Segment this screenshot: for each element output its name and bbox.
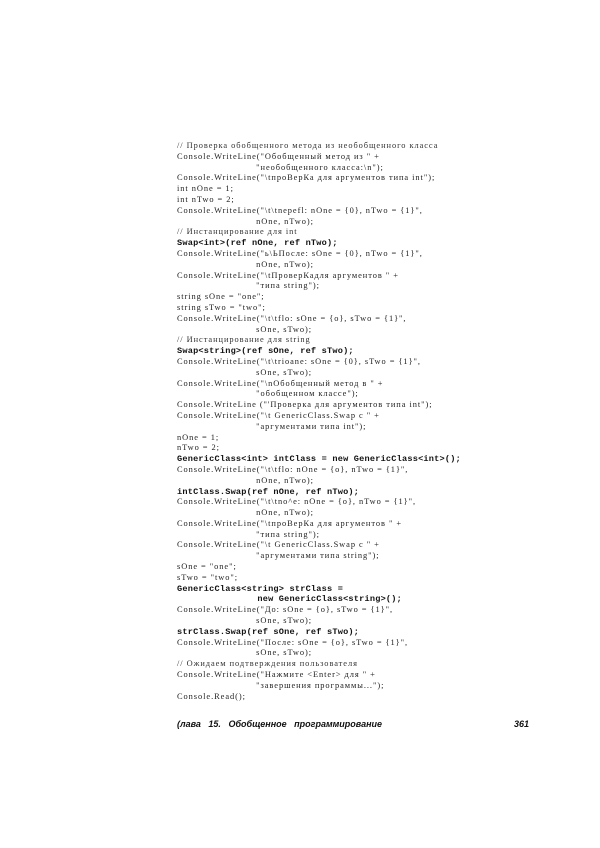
code-line: Console.WriteLine("\t\tflo: sOne = {o}, sTwo = {1}", (177, 313, 407, 323)
code-line: sOne, sTwo); (177, 367, 313, 377)
code-line: "завершения программы..."); (177, 680, 385, 690)
code-line: strClass.Swap(ref sOne, ref sTwo); (177, 626, 360, 637)
code-line: "обобщенном классе"); (177, 389, 359, 399)
code-line: sOne, sTwo); (177, 616, 313, 626)
code-line: sTwo = "two"; (177, 572, 239, 582)
code-line: nOne, nTwo); (177, 508, 314, 518)
code-line: nTwo = 2; (177, 443, 220, 453)
code-line: Console.WriteLine("\t\tflo: nOne = {o}, nTwo = {1}", (177, 464, 409, 474)
code-line: Console.WriteLine("\nОбобщенный метод в " + (177, 378, 384, 388)
code-comment-line: // Проверка обобщенного метода из необобщенного класса (177, 141, 439, 150)
page-number: 361 (513, 719, 529, 729)
page-footer (177, 719, 529, 733)
code-line: Console.WriteLine("\t GenericClass.Swap с " + (177, 410, 380, 420)
code-line: Console.WriteLine("\t\tnepefl: nOne = {0}, nTwo = {1}", (177, 205, 423, 215)
code-line: "аргументами типа string"); (177, 551, 380, 561)
code-line: Console.WriteLine("\tпроВерКа для аргументов " + (177, 518, 403, 528)
code-line: nOne, nTwo); (177, 259, 314, 269)
code-line: Console.WriteLine("\tПроверКадля аргументов " + (177, 270, 399, 280)
code-comment-line: // Ожидаем подтверждения пользователя (177, 659, 358, 669)
code-line: Console.WriteLine("Обобщенный метод из " + (177, 151, 380, 161)
chapter-title: (лава 15. Обобщенное программирование (177, 719, 383, 729)
code-line: Swap<string>(ref sOne, ref sTwo); (177, 346, 354, 357)
code-line: nOne = 1; (177, 432, 220, 442)
code-line: Console.WriteLine("\t\trioane: sOne = {0}, sTwo = {1}", (177, 356, 421, 366)
code-line: Console.WriteLine("\tпроВерКа для аргументов типа int"); (177, 173, 436, 183)
code-comment-line: // Инстанцирование для int (177, 227, 298, 237)
code-line: string sOne = "one"; (177, 292, 265, 302)
code-line: sOne, sTwo); (177, 324, 313, 334)
code-line: Console.WriteLine("После: sOne = {o}, sTwo = {1}", (177, 637, 409, 647)
code-line: Console.WriteLine("\t\tno^e: nOne = {o}, nTwo = {1}", (177, 497, 416, 507)
code-line: sOne, sTwo); (177, 648, 313, 658)
code-line: sOne = "one"; (177, 562, 237, 572)
code-line: Console.WriteLine ("'Проверка для аргументов типа int"); (177, 400, 433, 410)
code-line: int nOne = 1; (177, 184, 234, 194)
code-listing (177, 141, 557, 702)
code-line: nOne, nTwo); (177, 475, 314, 485)
code-line: GenericClass<int> intClass = new GenericClass<int>(); (177, 454, 461, 465)
code-line: Console.WriteLine("До: sOne = {o}, sTwo = {1}", (177, 605, 394, 615)
code-line: "необобщенного класса:\n"); (177, 162, 384, 172)
code-line: "типа string"); (177, 529, 320, 539)
code-line: new GenericClass<string>(); (177, 594, 402, 605)
code-line: intClass.Swap(ref nOne, ref nTwo); (177, 486, 360, 497)
code-line: Console.WriteLine("Нажмите <Enter> для " + (177, 670, 376, 680)
code-line: Console.Read(); (177, 691, 246, 701)
code-line: Swap<int>(ref nOne, ref nTwo); (177, 238, 338, 249)
code-line: string sTwo = "two"; (177, 302, 266, 312)
code-line: Console.WriteLine("ь\ЬПосле: sOne = {0}, nTwo = {1}", (177, 248, 423, 258)
code-line: "типа string"); (177, 281, 320, 291)
code-line: nOne, nTwo); (177, 216, 314, 226)
code-line: Console.WriteLine("\t GenericClass.Swap с " + (177, 540, 380, 550)
code-line: "аргументами типа int"); (177, 421, 367, 431)
code-comment-line: // Инстанцирование для string (177, 335, 311, 345)
code-line: int nTwo = 2; (177, 194, 235, 204)
code-line: GenericClass<string> strClass = (177, 583, 344, 594)
